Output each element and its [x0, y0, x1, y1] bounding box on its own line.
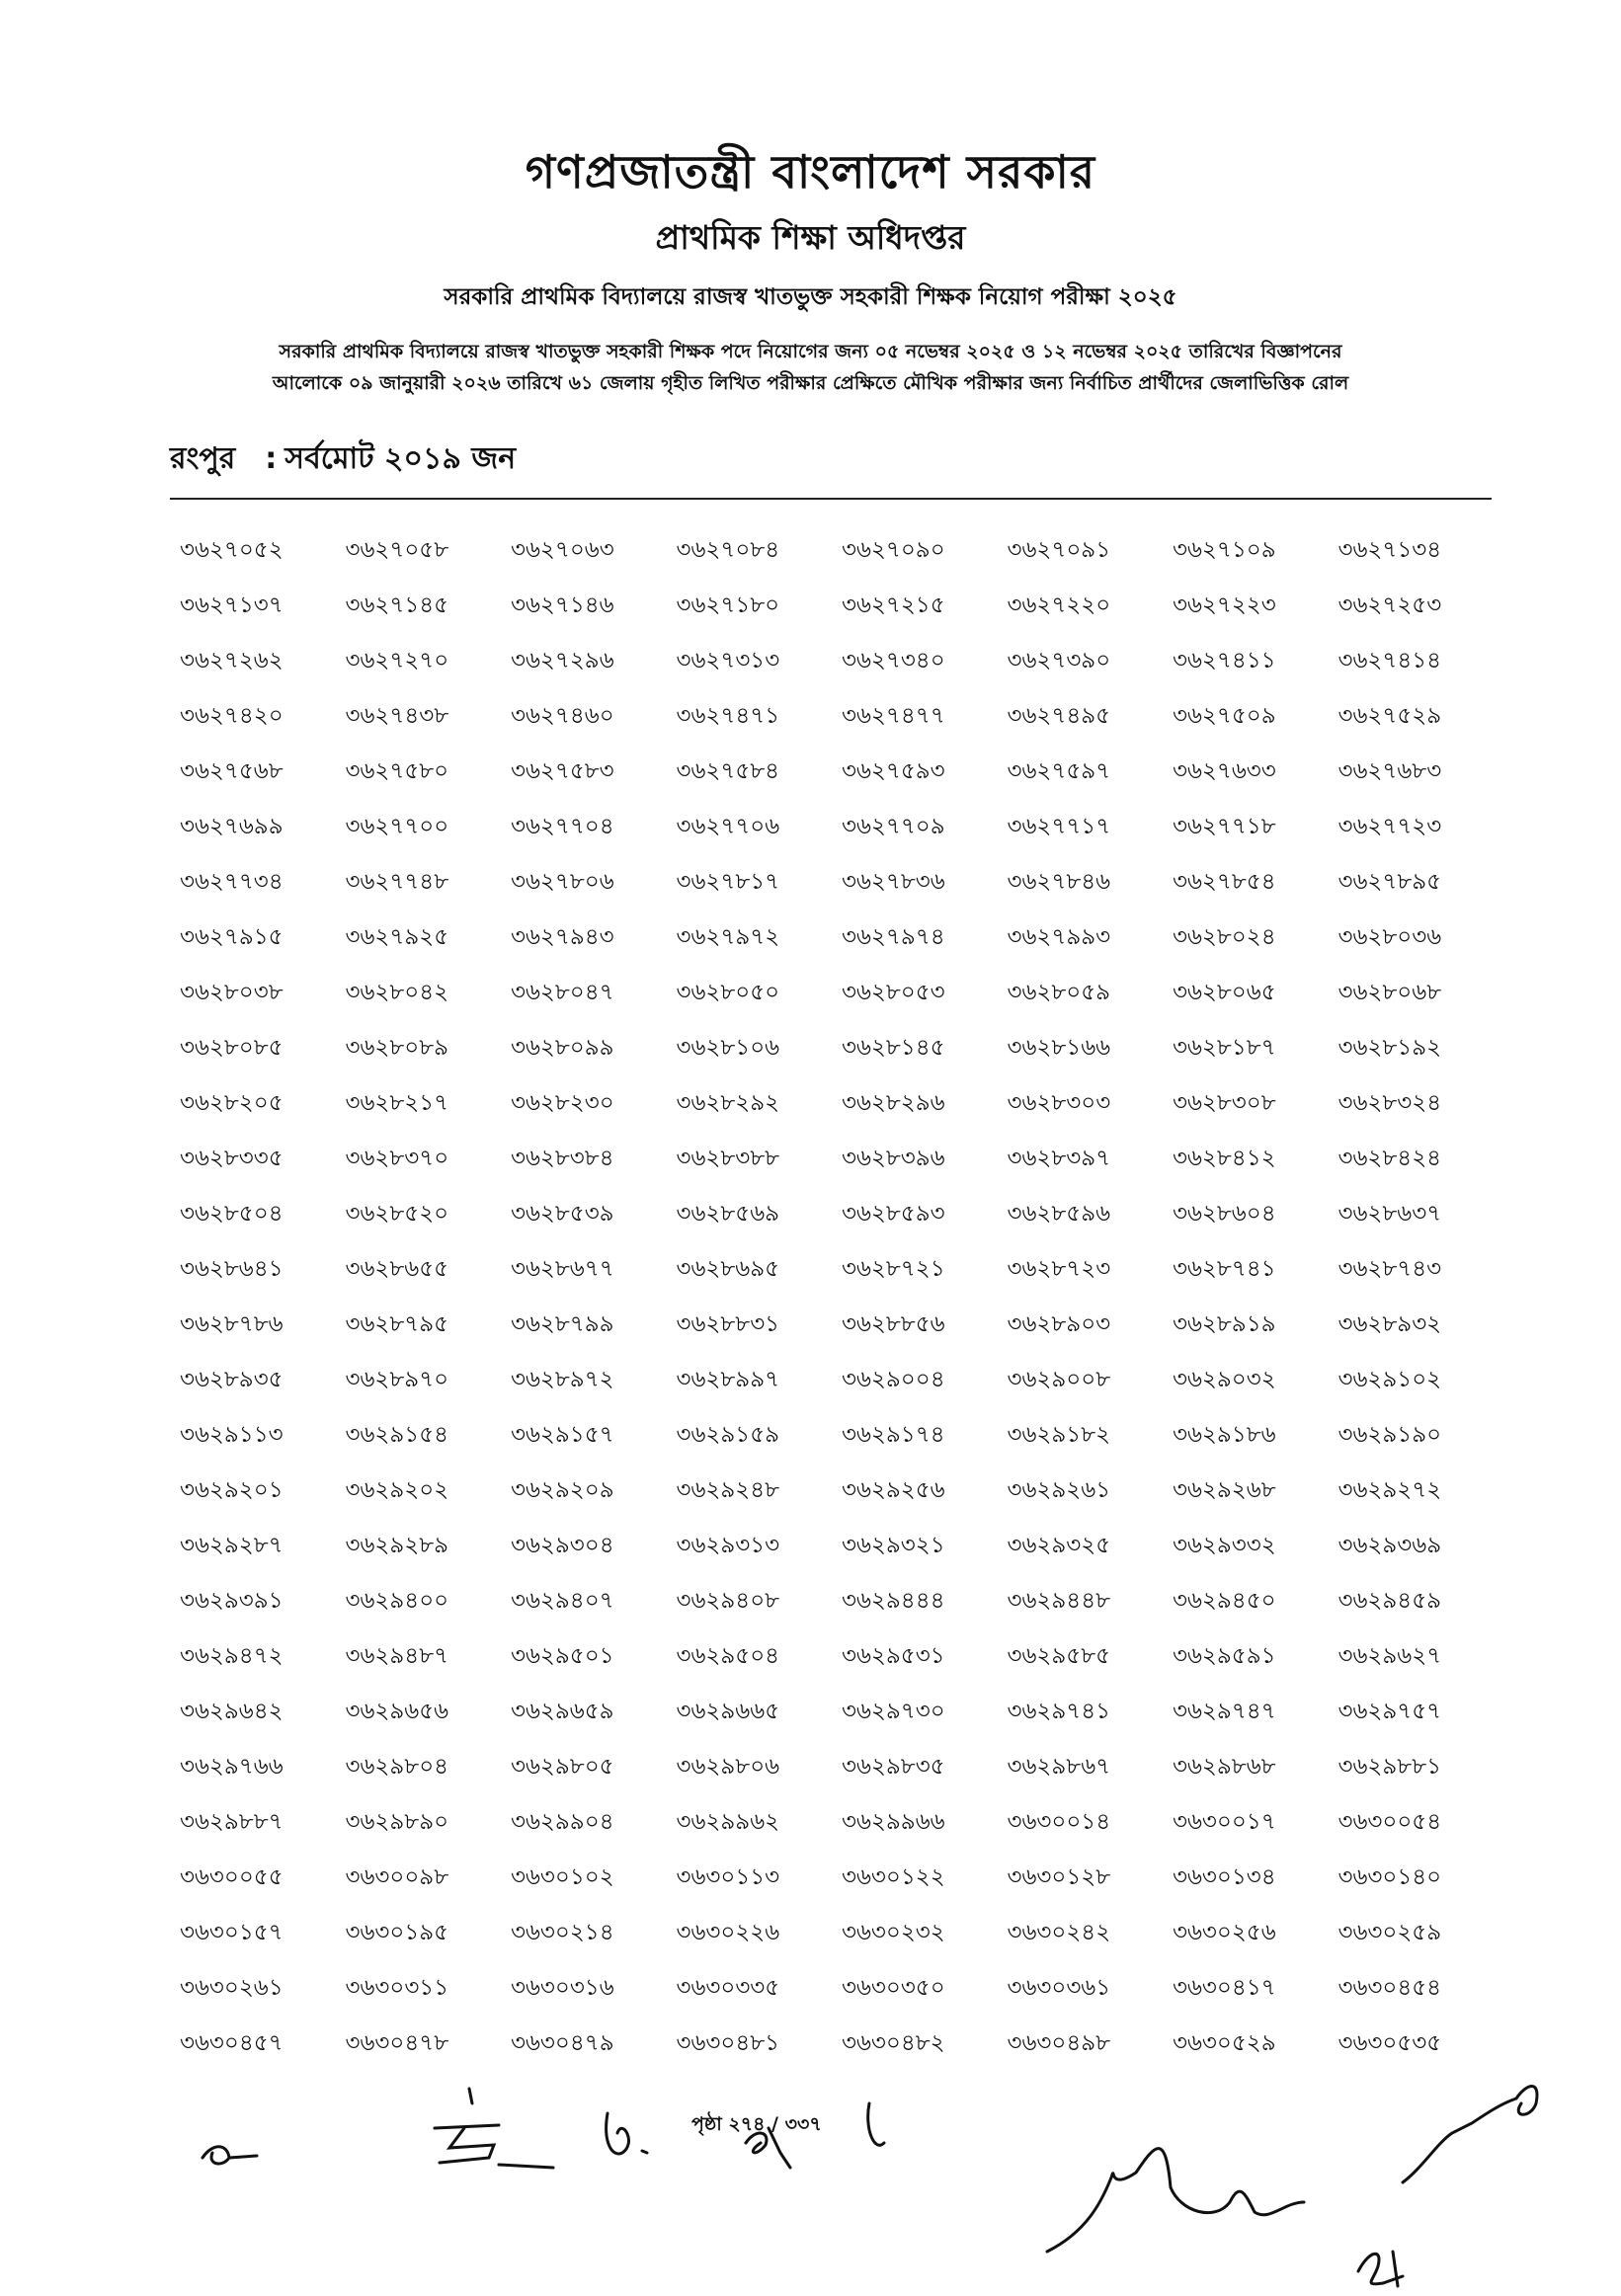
- roll-number: ৩৬৩০৫৩৫: [1337, 2030, 1442, 2056]
- roll-number: ৩৬২৭৪২০: [180, 703, 284, 729]
- roll-number: ৩৬২৮৭৯৫: [345, 1311, 449, 1337]
- roll-number: ৩৬২৭৯২৫: [345, 924, 449, 950]
- roll-number: ৩৬২৮৩৯৬: [842, 1146, 945, 1171]
- roll-number: ৩৬২৯৫৩১: [842, 1643, 945, 1669]
- roll-number: ৩৬২৯৩১৩: [676, 1533, 780, 1558]
- roll-number: ৩৬২৭৫৯৭: [1007, 758, 1111, 784]
- roll-number: ৩৬২৯২৬৮: [1173, 1477, 1276, 1503]
- roll-number: ৩৬২৭১৩৪: [1337, 537, 1442, 563]
- roll-number: ৩৬২৮৭৮৬: [180, 1311, 284, 1337]
- roll-number: ৩৬২৯২০৯: [511, 1477, 614, 1503]
- roll-number: ৩৬২৭০৫২: [180, 537, 284, 563]
- roll-number: ৩৬২৭৮০৬: [511, 869, 614, 895]
- roll-number: ৩৬২৯০০৪: [842, 1367, 945, 1392]
- district-total: সর্বমোট ২০১৯ জন: [284, 441, 517, 476]
- roll-number: ৩৬২৭২৫৩: [1337, 593, 1442, 618]
- signature-5: [1047, 2149, 1304, 2252]
- roll-number: ৩৬২৮৬৫৫: [345, 1256, 449, 1282]
- roll-number: ৩৬২৯১০২: [1337, 1367, 1442, 1392]
- roll-number: ৩৬২৭৪৭৭: [842, 703, 945, 729]
- roll-number: ৩৬২৭৪১৪: [1337, 648, 1442, 673]
- roll-number: ৩৬২৯২৬১: [1007, 1477, 1111, 1503]
- roll-number: ৩৬২৭৬৮৩: [1337, 758, 1442, 784]
- signatures: [0, 2074, 1621, 2296]
- roll-number: ৩৬৩০৪৮১: [676, 2030, 780, 2056]
- roll-number: ৩৬২৮৬৪১: [180, 1256, 284, 1282]
- roll-number: ৩৬২৮৯৯৭: [676, 1367, 780, 1392]
- roll-number: ৩৬২৭৯৭২: [676, 924, 780, 950]
- exam-title: সরকারি প্রাথমিক বিদ্যালয়ে রাজস্ব খাতভুক্ত সহকারী শিক্ষক নিয়োগ পরীক্ষা ২০২৫: [444, 284, 1177, 310]
- roll-number: ৩৬৩০২৬১: [180, 1975, 284, 2001]
- notice-line-2: আলোকে ০৯ জানুয়ারী ২০২৬ তারিখে ৬১ জেলায় গৃহীত লিখিত পরীক্ষার প্রেক্ষিতে মৌখিক পরীক্ষার জন্য নির্বাচিত প্রার্থীদের জেলাভিত্তিক রোল: [272, 372, 1349, 394]
- page-number: পৃষ্ঠা ২৭৪ / ৩৩৭: [691, 2113, 822, 2135]
- roll-number: ৩৬২৯১৫৭: [511, 1422, 614, 1448]
- roll-number: ৩৬২৮৯৭২: [511, 1367, 614, 1392]
- roll-number: ৩৬২৯৩৯১: [180, 1588, 284, 1614]
- roll-number: ৩৬৩০৪৯৮: [1007, 2030, 1111, 2056]
- roll-number: ৩৬৩০১০২: [511, 1864, 614, 1890]
- roll-number: ৩৬২৯৫৮৫: [1007, 1643, 1111, 1669]
- signature-6: [1403, 2087, 1537, 2183]
- roll-number: ৩৬২৭৮৫৪: [1173, 869, 1276, 895]
- roll-number: ৩৬২৯৮৮১: [1337, 1754, 1442, 1780]
- directorate-title: প্রাথমিক শিক্ষা অধিদপ্তর: [655, 218, 966, 257]
- roll-number: ৩৬২৭২২৩: [1173, 593, 1276, 618]
- roll-number: ৩৬২৭৯৭৪: [842, 924, 945, 950]
- roll-number: ৩৬২৭৫৯৩: [842, 758, 945, 784]
- roll-number: ৩৬২৯৬৬৫: [676, 1699, 780, 1724]
- roll-number: ৩৬২৯৯৬২: [676, 1809, 780, 1835]
- roll-number: ৩৬২৮০৪৭: [511, 980, 614, 1005]
- roll-number: ৩৬৩০৫২৯: [1173, 2030, 1276, 2056]
- roll-number: ৩৬২৯২০১: [180, 1477, 284, 1503]
- roll-number: ৩৬২৯৭৬৬: [180, 1754, 284, 1780]
- roll-number: ৩৬২৯৭৪১: [1007, 1699, 1111, 1724]
- roll-number: ৩৬২৭০৬৩: [511, 537, 614, 563]
- roll-number: ৩৬৩০০১৭: [1173, 1809, 1276, 1835]
- roll-number: ৩৬২৭১৪৬: [511, 593, 614, 618]
- roll-number: ৩৬২৯৩২৫: [1007, 1533, 1111, 1558]
- roll-number: ৩৬২৮৩০৩: [1007, 1090, 1111, 1116]
- roll-number: ৩৬২৭১৩৭: [180, 593, 284, 618]
- roll-number: ৩৬২৭৫৬৮: [180, 758, 284, 784]
- roll-number: ৩৬২৯৬৫৯: [511, 1699, 614, 1724]
- roll-number: ৩৬২৮৬৭৭: [511, 1256, 614, 1282]
- roll-number: ৩৬২৮৭৯৯: [511, 1311, 614, 1337]
- roll-number: ৩৬২৮৩০৮: [1173, 1090, 1276, 1116]
- roll-number: ৩৬২৮০২৪: [1173, 924, 1276, 950]
- roll-number: ৩৬২৯৫০১: [511, 1643, 614, 1669]
- roll-number: ৩৬২৮৫২০: [345, 1201, 449, 1227]
- roll-number: ৩৬২৭০৯০: [842, 537, 945, 563]
- roll-number: ৩৬২৯১৭৪: [842, 1422, 945, 1448]
- roll-number: ৩৬৩০৪৫৭: [180, 2030, 284, 2056]
- roll-number: ৩৬২৭৬৯৯: [180, 814, 284, 839]
- roll-number: ৩৬২৭২৯৬: [511, 648, 614, 673]
- roll-number: ৩৬২৮৮৫৬: [842, 1311, 945, 1337]
- roll-number: ৩৬২৭৭০৯: [842, 814, 945, 839]
- roll-number: ৩৬২৯৮০৬: [676, 1754, 780, 1780]
- roll-number: ৩৬২৯৩৬৯: [1337, 1533, 1442, 1558]
- roll-number: ৩৬৩০২১৪: [511, 1920, 614, 1945]
- roll-number: ৩৬২৯৭৩০: [842, 1699, 945, 1724]
- roll-number: ৩৬২৮৩৮৪: [511, 1146, 614, 1171]
- roll-number: ৩৬২৮১৬৬: [1007, 1035, 1111, 1061]
- roll-number: ৩৬৩০৪৫৪: [1337, 1975, 1442, 2001]
- roll-number: ৩৬২৯৪৮৭: [345, 1643, 449, 1669]
- roll-number: ৩৬৩০১৪০: [1337, 1864, 1442, 1890]
- roll-number: ৩৬২৮৩২৪: [1337, 1090, 1442, 1116]
- roll-number: ৩৬২৮৫৬৯: [676, 1201, 780, 1227]
- roll-number: ৩৬২৯৮৬৭: [1007, 1754, 1111, 1780]
- signature-4: [746, 2103, 884, 2168]
- roll-number: ৩৬৩০০৯৮: [345, 1864, 449, 1890]
- roll-number: ৩৬২৭২১৫: [842, 593, 945, 618]
- roll-number: ৩৬২৯০৩২: [1173, 1367, 1276, 1392]
- roll-number: ৩৬২৮৬০৪: [1173, 1201, 1276, 1227]
- roll-number: ৩৬২৮০৩৮: [180, 980, 284, 1005]
- roll-number: ৩৬২৮১০৬: [676, 1035, 780, 1061]
- roll-number: ৩৬২৮৭৪১: [1173, 1256, 1276, 1282]
- roll-number: ৩৬২৮৩৭০: [345, 1146, 449, 1171]
- roll-number: ৩৬২৭৪৬০: [511, 703, 614, 729]
- roll-number: ৩৬৩০১২২: [842, 1864, 945, 1890]
- roll-number: ৩৬২৮২১৭: [345, 1090, 449, 1116]
- roll-number: ৩৬৩০৩১১: [345, 1975, 449, 2001]
- roll-number: ৩৬২৭৫৮৩: [511, 758, 614, 784]
- roll-number: ৩৬২৯৭৫৭: [1337, 1699, 1442, 1724]
- district-separator: :: [265, 441, 278, 476]
- roll-number: ৩৬২৯২৫৬: [842, 1477, 945, 1503]
- roll-number: ৩৬৩০১৯৫: [345, 1920, 449, 1945]
- roll-number: ৩৬২৭৮৩৬: [842, 869, 945, 895]
- roll-number: ৩৬২৮৬৩৭: [1337, 1201, 1442, 1227]
- roll-number: ৩৬২৭৮৯৫: [1337, 869, 1442, 895]
- roll-number: ৩৬২৭৭১৮: [1173, 814, 1276, 839]
- roll-number: ৩৬২৯৬৪২: [180, 1699, 284, 1724]
- roll-number: ৩৬৩০৪৮২: [842, 2030, 945, 2056]
- roll-number: ৩৬২৮৩৯৭: [1007, 1146, 1111, 1171]
- roll-number: ৩৬২৮১৪৫: [842, 1035, 945, 1061]
- roll-number: ৩৬৩০২৪২: [1007, 1920, 1111, 1945]
- roll-number: ৩৬২৮১৮৭: [1173, 1035, 1276, 1061]
- district-heading: [170, 435, 516, 485]
- roll-number: ৩৬৩০৪৭৮: [345, 2030, 449, 2056]
- roll-number: ৩৬২৯২০২: [345, 1477, 449, 1503]
- roll-number: ৩৬৩০০৫৪: [1337, 1809, 1442, 1835]
- roll-number: ৩৬২৮২৯৬: [842, 1090, 945, 1116]
- roll-number: ৩৬২৯২৭২: [1337, 1477, 1442, 1503]
- roll-number: ৩৬২৭২৭০: [345, 648, 449, 673]
- roll-number: ৩৬৩০২২৬: [676, 1920, 780, 1945]
- roll-number: ৩৬২৮৪২৪: [1337, 1146, 1442, 1171]
- roll-number: ৩৬২৯৯৬৬: [842, 1809, 945, 1835]
- roll-number: ৩৬২৮৭২১: [842, 1256, 945, 1282]
- roll-number: ৩৬৩০৪১৭: [1173, 1975, 1276, 2001]
- roll-number: ৩৬২৯৪০৭: [511, 1588, 614, 1614]
- roll-number: ৩৬২৮১৯২: [1337, 1035, 1442, 1061]
- roll-number: ৩৬২৭৯৪৩: [511, 924, 614, 950]
- roll-number: ৩৬২৭২২০: [1007, 593, 1111, 618]
- roll-number: ৩৬২৭৫০৯: [1173, 703, 1276, 729]
- roll-number: ৩৬২৯৩৩২: [1173, 1533, 1276, 1558]
- roll-number: ৩৬৩০৩৩৫: [676, 1975, 780, 2001]
- roll-number: ৩৬২৭৫৮৪: [676, 758, 780, 784]
- notice-text: [0, 336, 1621, 399]
- roll-number: ৩৬২৭৯১৫: [180, 924, 284, 950]
- roll-number: ৩৬২৮২৩০: [511, 1090, 614, 1116]
- roll-number: ৩৬৩০৪৭৯: [511, 2030, 614, 2056]
- roll-number: ৩৬৩০০৫৫: [180, 1864, 284, 1890]
- roll-number: ৩৬২৭৭০৪: [511, 814, 614, 839]
- roll-number: ৩৬২৮০৪২: [345, 980, 449, 1005]
- roll-number: ৩৬৩০১৫৭: [180, 1920, 284, 1945]
- roll-number-grid: [180, 531, 1503, 2080]
- roll-number: ৩৬২৮৮৩১: [676, 1311, 780, 1337]
- roll-number: ৩৬২৯১৫৯: [676, 1422, 780, 1448]
- roll-number: ৩৬২৮৩৩৫: [180, 1146, 284, 1171]
- roll-number: ৩৬২৯৮৯০: [345, 1809, 449, 1835]
- roll-number: ৩৬২৭০৫৮: [345, 537, 449, 563]
- roll-number: ৩৬২৯২৮৭: [180, 1533, 284, 1558]
- roll-number: ৩৬২৭১৪৫: [345, 593, 449, 618]
- roll-number: ৩৬২৭০৯১: [1007, 537, 1111, 563]
- roll-number: ৩৬২৯৮০৫: [511, 1754, 614, 1780]
- roll-number: ৩৬২৯৪৭২: [180, 1643, 284, 1669]
- roll-number: ৩৬২৯১৮২: [1007, 1422, 1111, 1448]
- roll-number: ৩৬২৭৭৪৮: [345, 869, 449, 895]
- roll-number: ৩৬৩০৩৬১: [1007, 1975, 1111, 2001]
- roll-number: ৩৬২৯১৮৬: [1173, 1422, 1276, 1448]
- roll-number: ৩৬২৮২৯২: [676, 1090, 780, 1116]
- roll-number: ৩৬২৮০৫৩: [842, 980, 945, 1005]
- roll-number: ৩৬২৭৪৯৫: [1007, 703, 1111, 729]
- roll-number: ৩৬২৮৫০৪: [180, 1201, 284, 1227]
- roll-number: ৩৬২৯১৫৪: [345, 1422, 449, 1448]
- roll-number: ৩৬২৯৪৫৯: [1337, 1588, 1442, 1614]
- roll-number: ৩৬২৮০৫০: [676, 980, 780, 1005]
- roll-number: ৩৬২৮০৮৯: [345, 1035, 449, 1061]
- roll-number: ৩৬২৮৫৯৩: [842, 1201, 945, 1227]
- roll-number: ৩৬২৭৭০৬: [676, 814, 780, 839]
- roll-number: ৩৬২৭৫৮০: [345, 758, 449, 784]
- roll-number: ৩৬২৯৭৪৭: [1173, 1699, 1276, 1724]
- roll-number: ৩৬২৯৩০৪: [511, 1533, 614, 1558]
- roll-number: ৩৬২৮৫৩৯: [511, 1201, 614, 1227]
- roll-number: ৩৬২৮৬৯৫: [676, 1256, 780, 1282]
- roll-number: ৩৬২৯৪৪৪: [842, 1588, 945, 1614]
- roll-number: ৩৬২৯৪০০: [345, 1588, 449, 1614]
- roll-number: ৩৬২৮০৬৫: [1173, 980, 1276, 1005]
- roll-number: ৩৬২৮৭৪৩: [1337, 1256, 1442, 1282]
- roll-number: ৩৬২৮০৫৯: [1007, 980, 1111, 1005]
- roll-number: ৩৬২৮৩৮৮: [676, 1146, 780, 1171]
- roll-number: ৩৬২৯৬৫৬: [345, 1699, 449, 1724]
- roll-number: ৩৬২৯৮৩৫: [842, 1754, 945, 1780]
- roll-number: ৩৬৩০২৫৬: [1173, 1920, 1276, 1945]
- roll-number: ৩৬৩০৩১৬: [511, 1975, 614, 2001]
- roll-number: ৩৬২৯২৪৮: [676, 1477, 780, 1503]
- roll-number: ৩৬২৯৫৯১: [1173, 1643, 1276, 1669]
- roll-number: ৩৬২৯৮৮৭: [180, 1809, 284, 1835]
- roll-number: ৩৬২৭৬৩৩: [1173, 758, 1276, 784]
- roll-number: ৩৬২৮৯৭০: [345, 1367, 449, 1392]
- roll-number: ৩৬২৭৮১৭: [676, 869, 780, 895]
- roll-number: ৩৬২৮২০৫: [180, 1090, 284, 1116]
- roll-number: ৩৬২৭৭৩৪: [180, 869, 284, 895]
- roll-number: ৩৬৩০২৩২: [842, 1920, 945, 1945]
- roll-number: ৩৬২৯৩২১: [842, 1533, 945, 1558]
- roll-number: ৩৬২৮৯০৩: [1007, 1311, 1111, 1337]
- roll-number: ৩৬২৯৬২৭: [1337, 1643, 1442, 1669]
- roll-number: ৩৬২৭৩৪০: [842, 648, 945, 673]
- roll-number: ৩৬২৯২৮৯: [345, 1533, 449, 1558]
- signature-3: [607, 2113, 647, 2154]
- roll-number: ৩৬৩০০১৪: [1007, 1809, 1111, 1835]
- roll-number: ৩৬২৭৮৪৬: [1007, 869, 1111, 895]
- roll-number: ৩৬২৭৭২৩: [1337, 814, 1442, 839]
- signature-7: [1358, 2252, 1403, 2286]
- roll-number: ৩৬২৭২৬২: [180, 648, 284, 673]
- district-name: রংপুর: [170, 441, 236, 476]
- roll-number: ৩৬৩০৩৫০: [842, 1975, 945, 2001]
- roll-number: ৩৬৩০২৫৯: [1337, 1920, 1442, 1945]
- roll-number: ৩৬২৭৪১১: [1173, 648, 1276, 673]
- roll-number: ৩৬২৯০০৮: [1007, 1367, 1111, 1392]
- roll-number: ৩৬২৭৭১৭: [1007, 814, 1111, 839]
- roll-number: ৩৬২৮৪১২: [1173, 1146, 1276, 1171]
- roll-number: ৩৬২৭৩১৩: [676, 648, 780, 673]
- roll-number: ৩৬২৮৫৯৬: [1007, 1201, 1111, 1227]
- roll-number: ৩৬২৯৫০৪: [676, 1643, 780, 1669]
- roll-number: ৩৬২৯৪৪৮: [1007, 1588, 1111, 1614]
- roll-number: ৩৬২৮৯১৯: [1173, 1311, 1276, 1337]
- roll-number: ৩৬২৭৫২৯: [1337, 703, 1442, 729]
- roll-number: ৩৬২৮০৬৮: [1337, 980, 1442, 1005]
- roll-number: ৩৬২৮০৩৬: [1337, 924, 1442, 950]
- roll-number: ৩৬২৭০৮৪: [676, 537, 780, 563]
- heading-divider: [170, 498, 1492, 500]
- roll-number: ৩৬৩০১৩৪: [1173, 1864, 1276, 1890]
- roll-number: ৩৬২৮৯৩২: [1337, 1311, 1442, 1337]
- roll-number: ৩৬২৭৯৯৩: [1007, 924, 1111, 950]
- roll-number: ৩৬২৮৯৩৫: [180, 1367, 284, 1392]
- roll-number: ৩৬২৭১০৯: [1173, 537, 1276, 563]
- roll-number: ৩৬৩০১২৮: [1007, 1864, 1111, 1890]
- roll-number: ৩৬২৯৪৫০: [1173, 1588, 1276, 1614]
- roll-number: ৩৬২৭৩৯০: [1007, 648, 1111, 673]
- roll-number: ৩৬২৭১৮০: [676, 593, 780, 618]
- roll-number: ৩৬২৯৪০৮: [676, 1588, 780, 1614]
- roll-number: ৩৬২৯৮০৪: [345, 1754, 449, 1780]
- roll-number: ৩৬২৭৭০০: [345, 814, 449, 839]
- roll-number: ৩৬২৯১৯০: [1337, 1422, 1442, 1448]
- roll-number: ৩৬২৮০৯৯: [511, 1035, 614, 1061]
- roll-number: ৩৬৩০১১৩: [676, 1864, 780, 1890]
- notice-line-1: সরকারি প্রাথমিক বিদ্যালয়ে রাজস্ব খাতভুক্ত সহকারী শিক্ষক পদে নিয়োগের জন্য ০৫ নভেম্বর ২০২৫ ও ১২ নভেম্বর ২০২৫ তারিখের বিজ্ঞাপনের: [279, 341, 1342, 362]
- roll-number: ৩৬২৭৪৭১: [676, 703, 780, 729]
- roll-number: ৩৬২৯৯০৪: [511, 1809, 614, 1835]
- roll-number: ৩৬২৮৭২৩: [1007, 1256, 1111, 1282]
- roll-number: ৩৬২৯৮৬৮: [1173, 1754, 1276, 1780]
- roll-number: ৩৬২৯১১৩: [180, 1422, 284, 1448]
- roll-number: ৩৬২৮০৮৫: [180, 1035, 284, 1061]
- signature-2: [435, 2089, 553, 2168]
- roll-number: ৩৬২৭৪৩৮: [345, 703, 449, 729]
- government-title: গণপ্রজাতন্ত্রী বাংলাদেশ সরকার: [525, 145, 1096, 198]
- signature-1: [203, 2147, 257, 2164]
